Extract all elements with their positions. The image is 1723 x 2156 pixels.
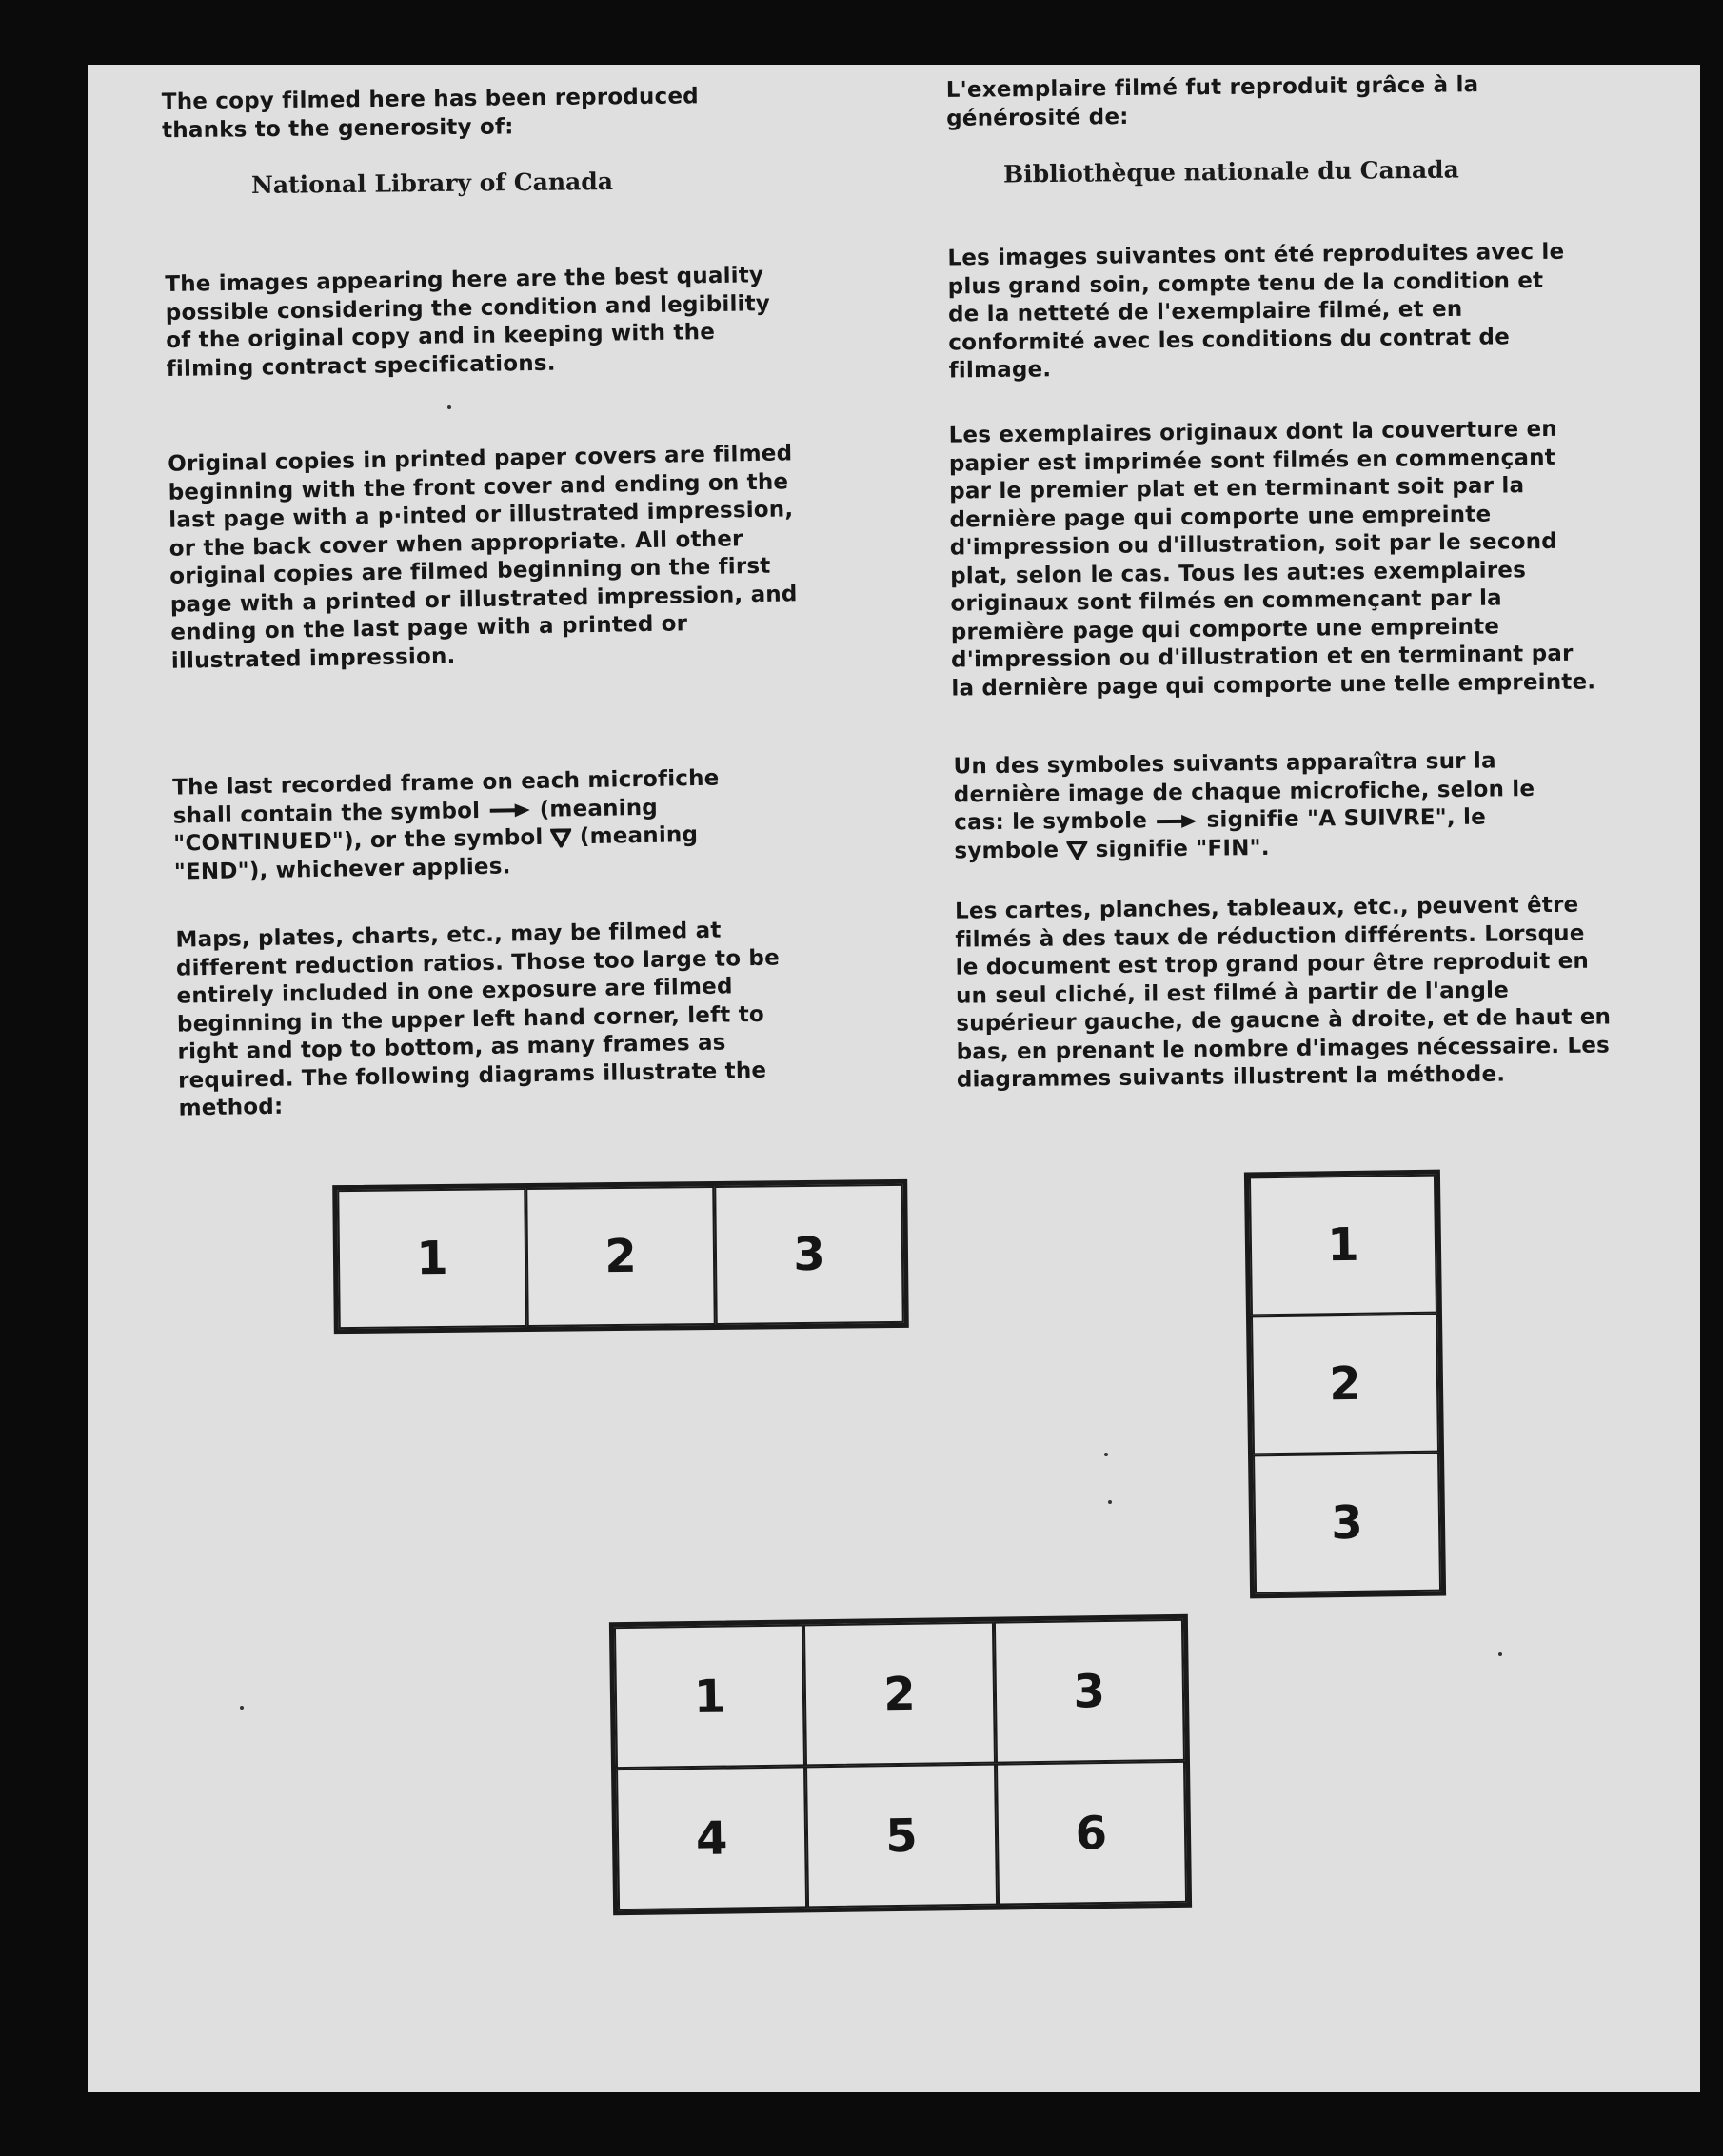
frame-cell: 3 xyxy=(994,1619,1185,1764)
frame-cell: 1 xyxy=(614,1624,805,1769)
fr-thanks: L'exemplaire filmé fut reproduit grâce à la générosité de: xyxy=(945,72,1479,131)
frame-cell: 5 xyxy=(805,1764,997,1909)
fr-symbol-text-3: signifie "FIN". xyxy=(1095,835,1270,862)
dust-speck xyxy=(1108,1500,1112,1504)
diagram-grid-frames xyxy=(609,1614,1192,1915)
en-maps: Maps, plates, charts, etc., may be filmed at different reduction ratios. Those too large to be entirely included in one exposure are filmed beginning in the upper left hand corner, left to right and top to bottom, as many frames as required. The following diagrams illustrate the method: xyxy=(175,918,781,1121)
en-thanks: The copy filmed here has been reproduced thanks to the generosity of: xyxy=(161,84,699,143)
frame-cell: 1 xyxy=(337,1188,527,1329)
frame-cell: 2 xyxy=(1251,1314,1439,1455)
end-triangle-icon xyxy=(550,828,571,847)
fr-quality: Les images suivantes ont été reproduites avec le plus grand soin, compte tenu de la condition et de la netteté de l'exemplaire filmé, et en conformité avec les conditions du contrat de filmage. xyxy=(947,239,1565,384)
dust-speck xyxy=(1498,1652,1502,1656)
en-institution: National Library of Canada xyxy=(250,168,614,199)
en-symbol-text-3: (meaning "END"), whichever applies. xyxy=(173,821,699,885)
frame-cell: 2 xyxy=(525,1186,716,1327)
en-symbols xyxy=(172,763,783,886)
a-suivre-arrow-icon xyxy=(1155,813,1198,828)
en-symbol-text-1: The last recorded frame on each microfiche shall contain the symbol xyxy=(172,765,720,829)
fr-symbols xyxy=(953,747,1573,866)
frame-cell: 6 xyxy=(996,1761,1187,1906)
frame-cell: 3 xyxy=(1253,1453,1441,1594)
frame-cell: 2 xyxy=(803,1622,995,1767)
fr-institution: Bibliothèque nationale du Canada xyxy=(1002,155,1459,188)
frame-cell: 4 xyxy=(616,1766,807,1910)
continued-arrow-icon xyxy=(487,802,531,819)
dust-speck xyxy=(447,405,451,409)
microfiche-target-sheet xyxy=(88,65,1700,2092)
frame-cell: 1 xyxy=(1249,1175,1437,1316)
en-symbol-text-2: (meaning "CONTINUED"), or the symbol xyxy=(173,795,659,857)
fin-triangle-icon xyxy=(1066,841,1087,860)
frame-cell: 3 xyxy=(714,1184,904,1325)
dust-speck xyxy=(240,1706,244,1710)
en-originals: Original copies in printed paper covers are filmed beginning with the front cover and ending on the last page with a p·inted or illustrated impression, or the back cover when appropriate. All other original copies are filmed beginning on the first page with a printed or illustrated impression, and ending on the last page with a printed or illustrated impression. xyxy=(168,441,798,674)
dust-speck xyxy=(1104,1453,1108,1456)
diagram-vertical-frames xyxy=(1244,1170,1446,1599)
fr-originals: Les exemplaires originaux dont la couverture en papier est imprimée sont filmés en commençant par le premier plat et en terminant soit par la dernière page qui comporte une empreinte d'impression ou d'illustration, soit par le second plat, selon le cas. Tous les aut:es exemplaires originaux sont filmés en commençant par la première page qui comporte une empreinte d'impression ou d'illustration et en terminant par la dernière page qui comporte une telle empreinte. xyxy=(948,416,1596,702)
fr-symbol-text-1: Un des symboles suivants apparaîtra sur la dernière image de chaque microfiche, selon le cas: le symbole xyxy=(953,748,1535,836)
fr-maps: Les cartes, planches, tableaux, etc., peuvent être filmés à des taux de réduction différents. Lorsque le document est trop grand pour être reproduit en un seul cliché, il est filmé à partir de l'angle supérieur gauche, de gaucne à droite, et de haut en bas, en prenant le nombre d'images nécessaire. Les diagrammes suivants illustrent la méthode. xyxy=(954,892,1612,1093)
fr-symbol-text-2: signifie "A SUIVRE", le symbole xyxy=(954,804,1487,863)
diagram-horizontal-frames xyxy=(332,1179,909,1334)
en-quality: The images appearing here are the best quality possible considering the condition and legibility of the original copy and in keeping with the filming contract specifications. xyxy=(165,263,771,382)
